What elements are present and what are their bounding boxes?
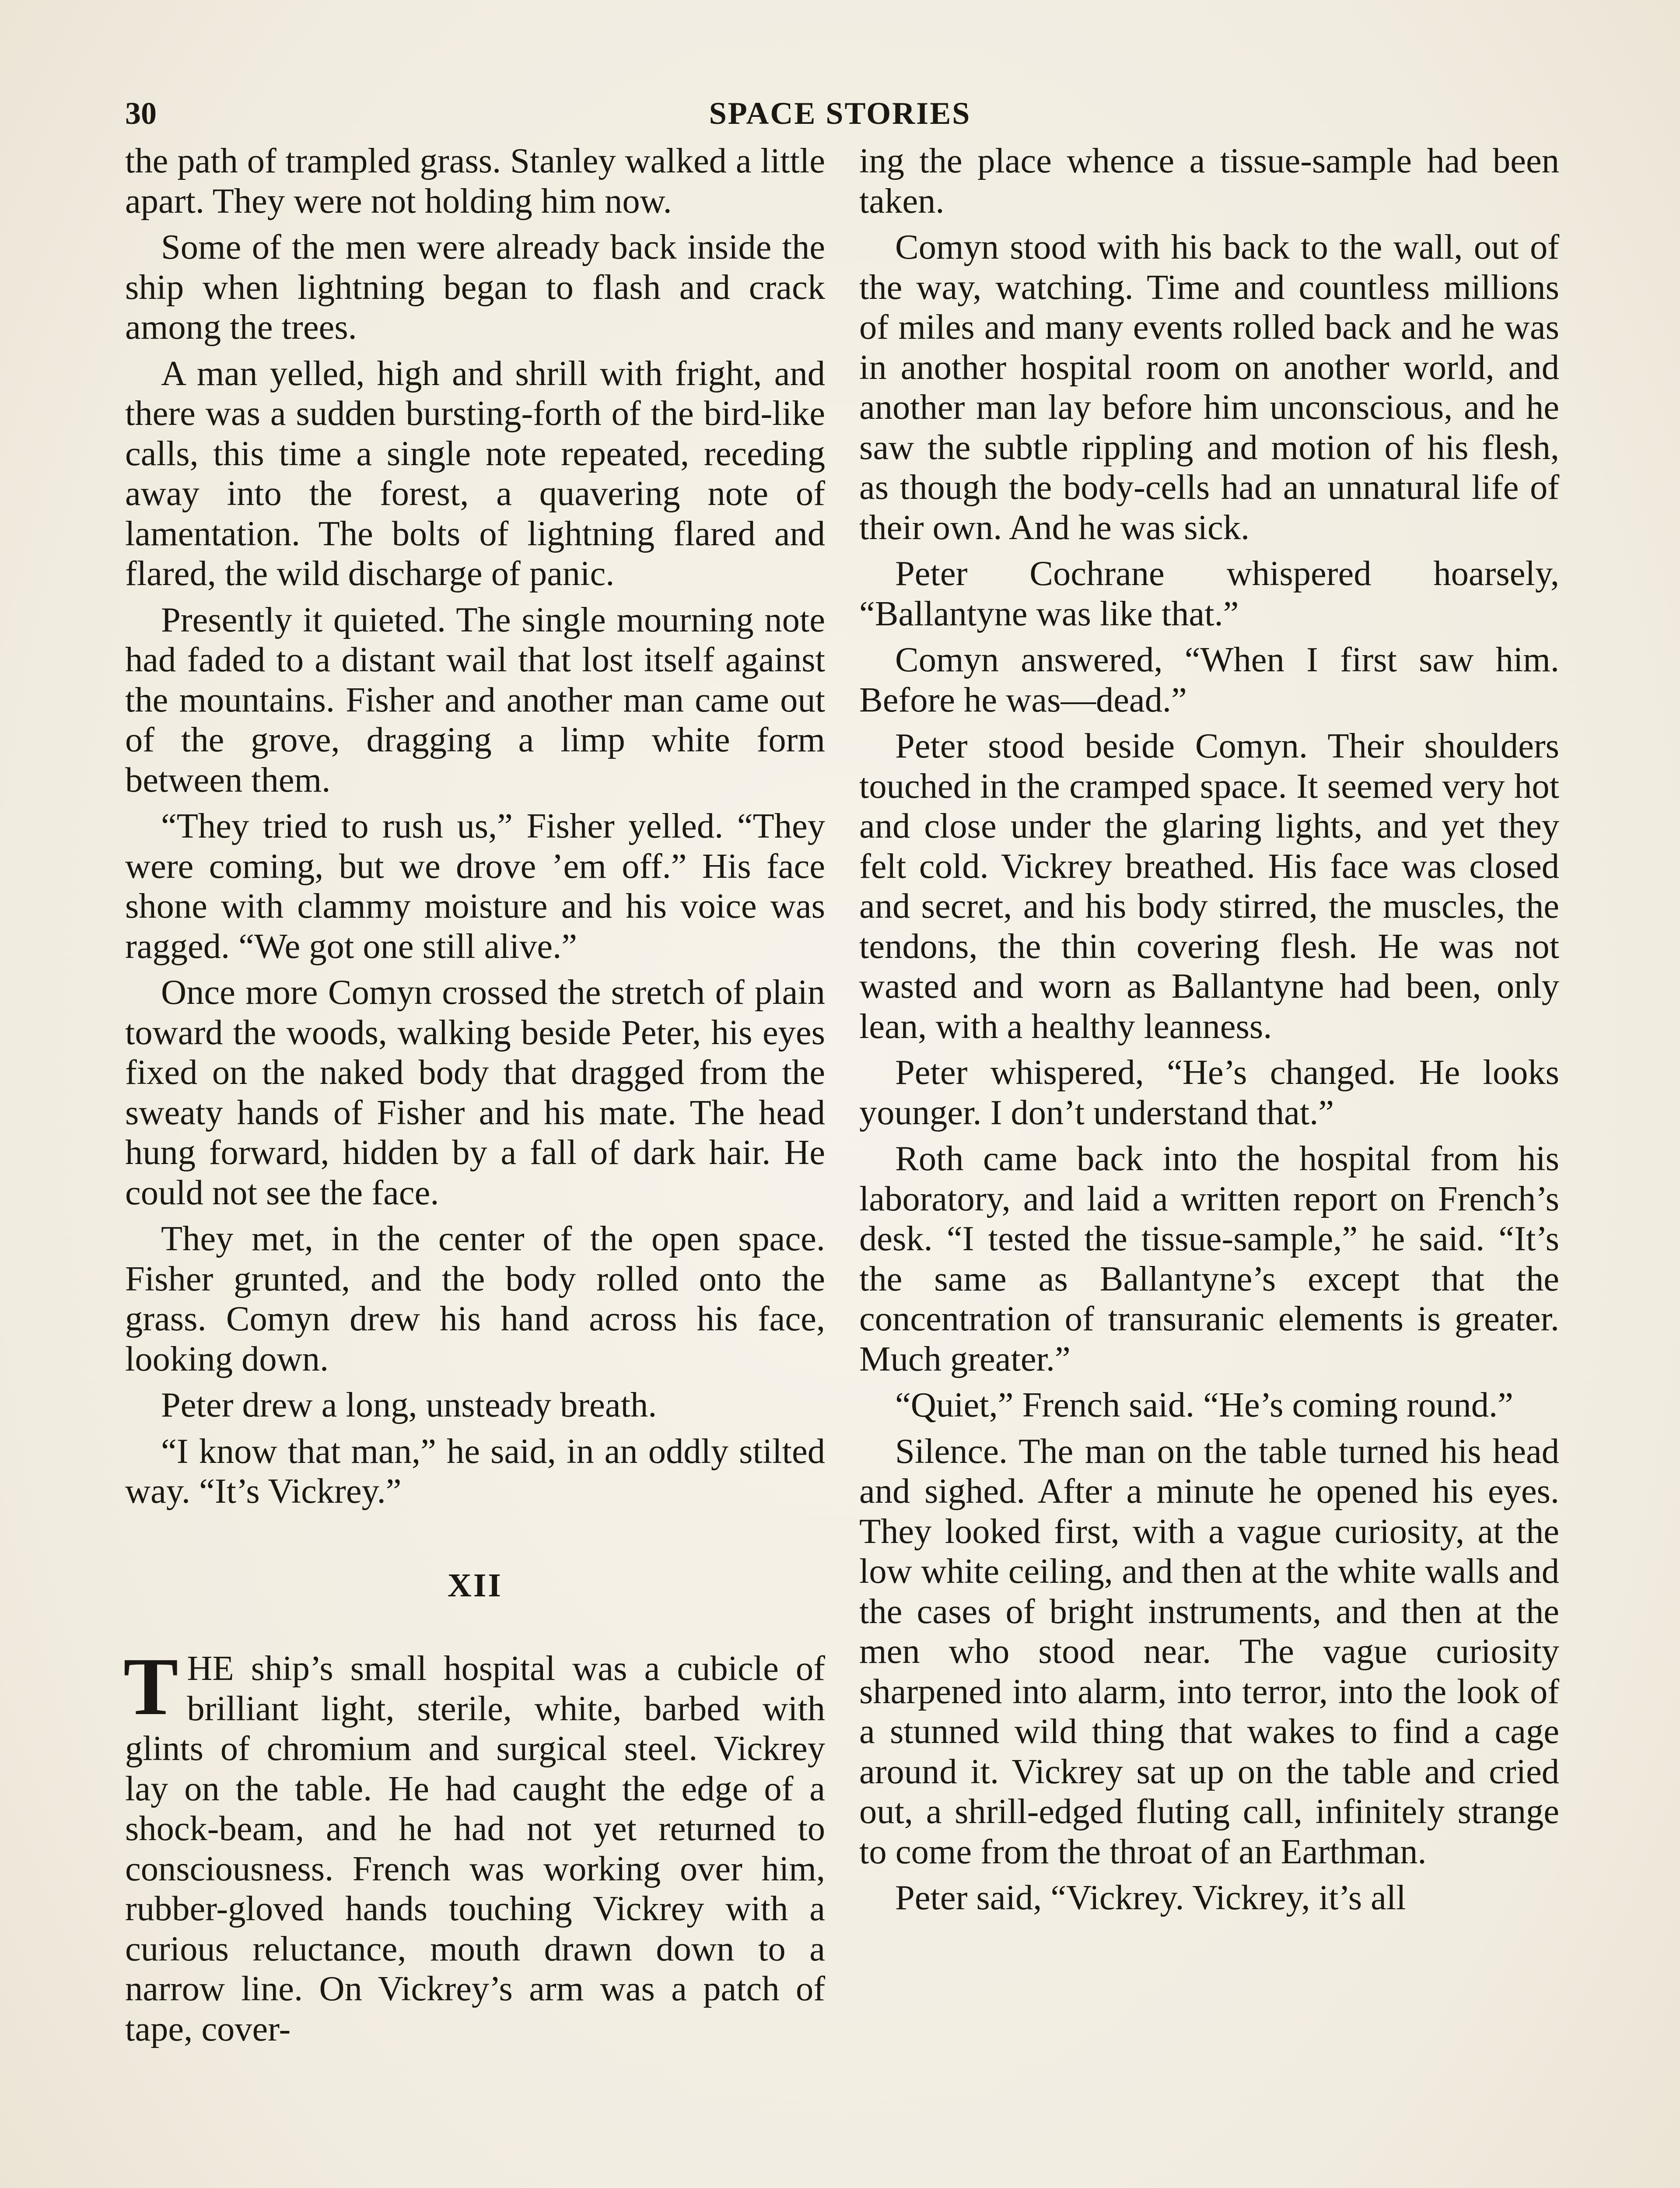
paragraph: “Quiet,” French said. “He’s coming round.” [895, 1385, 1513, 1424]
paragraph: ing the place whence a tissue-sample had been taken. [859, 141, 1559, 221]
drop-cap: T [123, 1641, 178, 1732]
paragraph: the path of trampled grass. Stanley walked a little apart. They were not holding him now. [125, 141, 825, 221]
paragraph: They met, in the center of the open space. Fisher grunted, and the body rolled onto the grass. Comyn drew his hand across his face, looking down. [125, 1219, 825, 1378]
running-head [125, 95, 1555, 135]
paragraph: Some of the men were already back inside the ship when lightning began to flash and crack among the trees. [125, 228, 825, 347]
chapter-opening-paragraph [123, 1641, 825, 2049]
paragraph: Once more Comyn crossed the stretch of plain toward the woods, walking beside Peter, his eyes fixed on the naked body that dragged from the sweaty hands of Fisher and his mate. The head hung forward, hidden by a fall of dark hair. He could not see the face. [125, 973, 825, 1212]
paragraph: Comyn answered, “When I first saw him. Before he was—dead.” [859, 640, 1559, 719]
paragraph: Peter drew a long, unsteady breath. [161, 1385, 657, 1424]
paragraph: Peter said, “Vickrey. Vickrey, it’s all [895, 1878, 1406, 1917]
right-column [859, 141, 1559, 1924]
paragraph: Peter stood beside Comyn. Their shoulders touched in the cramped space. It seemed very hot and close under the glaring lights, and yet they felt cold. Vickrey breathed. His face was closed and secret, and his body stirred, the muscles, the tendons, the thin covering flesh. He was not wasted and worn as Ballantyne had been, only lean, with a healthy leanness. [859, 726, 1559, 1046]
paragraph: Roth came back into the hospital from his laboratory, and laid a written report on French’s desk. “I tested the tissue-sample,” he said. “It’s the same as Ballantyne’s except that the concentration of transuranic elements is greater. Much greater.” [859, 1139, 1559, 1378]
chapter-heading: XII [447, 1567, 503, 1604]
paragraph: “I know that man,” he said, in an oddly stilted way. “It’s Vickrey.” [125, 1431, 825, 1511]
paragraph: A man yelled, high and shrill with fright, and there was a sudden bursting-forth of the bird-like calls, this time a single note repeated, receding away into the forest, a quavering note of lamentation. The bolts of lightning flared and flared, the wild discharge of panic. [125, 354, 825, 593]
paragraph-text: HE ship’s small hospital was a cubicle of brilliant light, sterile, white, barbed with glints of chromium and surgical steel. Vickrey lay on the table. He had caught the edge of a shock-beam, and he had not yet returned to consciousness. French was working over him, rubber-gloved hands touching Vickrey with a curious reluctance, mouth drawn down to a narrow line. On Vickrey’s arm was a patch of tape, cover- [125, 1649, 825, 2048]
paragraph: Silence. The man on the table turned his head and sighed. After a minute he opened his eyes. They looked first, with a vague curiosity, at the low white ceiling, and then at the white walls and the cases of bright instruments, and then at the men who stood near. The vague curiosity sharpened into alarm, into terror, into the look of a stunned wild thing that wakes to find a cage around it. Vickrey sat up on the table and cried out, a shrill-edged fluting call, infinitely strange to come from the throat of an Earthman. [859, 1431, 1559, 1871]
left-column [125, 141, 825, 2055]
magazine-title: SPACE STORIES [709, 96, 971, 131]
paragraph: Peter Cochrane whispered hoarsely, “Ballantyne was like that.” [859, 554, 1559, 633]
paragraph: “They tried to rush us,” Fisher yelled. “They were coming, but we drove ’em off.” His face shone with clammy moisture and his voice was ragged. “We got one still alive.” [125, 806, 825, 966]
page-number: 30 [125, 96, 157, 131]
paragraph: Presently it quieted. The single mourning note had faded to a distant wail that lost itself against the mountains. Fisher and another man came out of the grove, dragging a limp white form between them. [125, 600, 825, 799]
paragraph: Comyn stood with his back to the wall, out of the way, watching. Time and countless millions of miles and many events rolled back and he was in another hospital room on another world, and another man lay before him unconscious, and he saw the subtle rippling and motion of his flesh, as though the body-cells had an unnatural life of their own. And he was sick. [859, 228, 1559, 547]
paragraph: Peter whispered, “He’s changed. He looks younger. I don’t understand that.” [859, 1053, 1559, 1132]
